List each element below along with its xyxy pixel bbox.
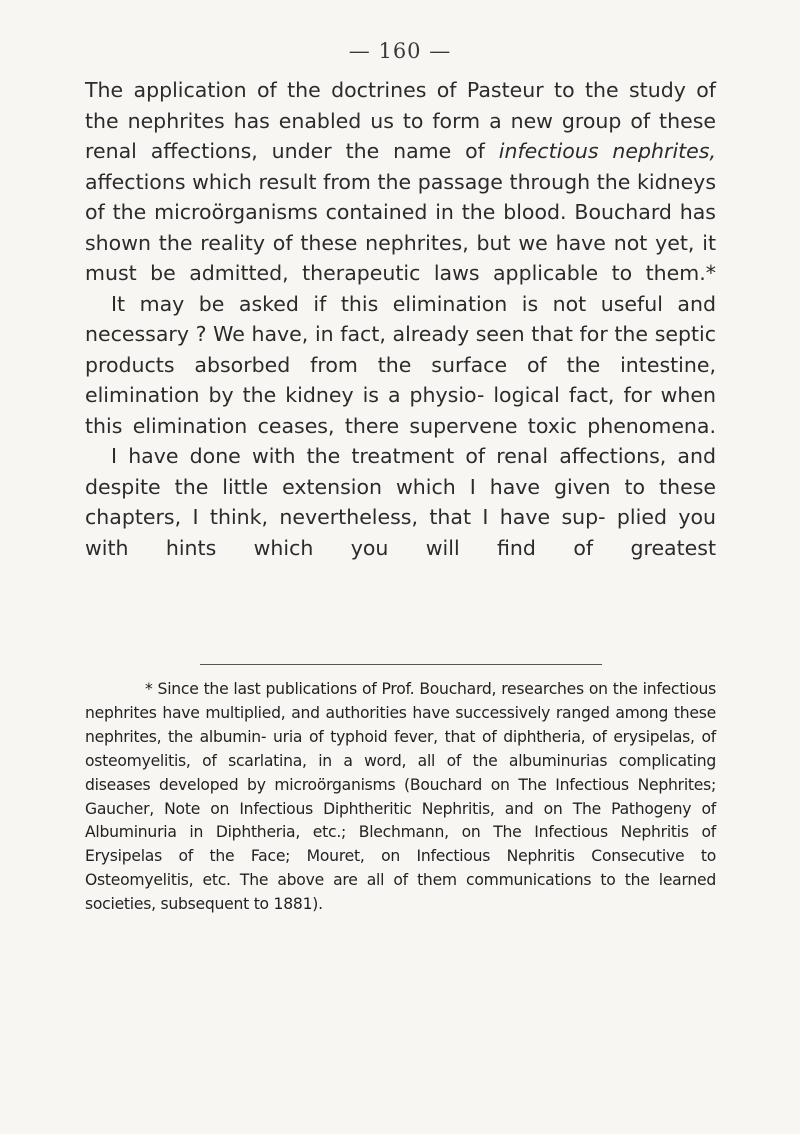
paragraph-1-continuation: affections which result from the passage through the kidneys of the microörganisms contained in the blood. Bouchard has shown the reality of these nephrites, but we have not yet, it must be admitted, therapeutic laws applicable to them.*: [85, 169, 716, 285]
infectious-nephrites-term: infectious nephrites,: [498, 139, 716, 163]
paragraph-2: It may be asked if this elimination is not useful and necessary ? We have, in fact, already seen that for the septic products absorbed from the surface of the intestine, elimination by the kidney is a physio- logical fact, for when this elimination ceases, there supervene toxic phenomena.: [85, 291, 716, 438]
page-number: — 160 —: [348, 39, 452, 63]
footnote-divider: [200, 664, 602, 665]
footnote: [85, 678, 716, 917]
paragraph-1: [85, 75, 716, 289]
paragraph-1-text: The application of the doctrines of Pasteur to the study of the nephrites has enabled us to form a new group of these renal affections, under the name of: [85, 78, 716, 163]
main-text: [85, 75, 716, 563]
footnote-text: * Since the last publications of Prof. Bouchard, researches on the infectious nephrites have multiplied, and authorities have successively ranged among these nephrites, the albumin- uria of typhoid fever, that of diphtheria, of erysipelas, of osteomyelitis, of scarlatina, in a word, all of the albuminurias complicating diseases developed by microörganisms (Bouchard on The Infectious Nephrites; Gaucher, Note on Infectious Diphtheritic Nephritis, and on The Pathogeny of Albuminuria in Diphtheria, etc.; Blechmann, on The Infectious Nephritis of Erysipelas of the Face; Mouret, on Infectious Nephritis Consecutive to Osteomyelitis, etc. The above are all of them communications to the learned societies, subsequent to 1881).: [85, 680, 716, 914]
paragraph-3: I have done with the treatment of renal affections, and despite the little extension which I have given to these chapters, I think, nevertheless, that I have sup- plied you with hints which you will find of greatest: [85, 444, 716, 560]
